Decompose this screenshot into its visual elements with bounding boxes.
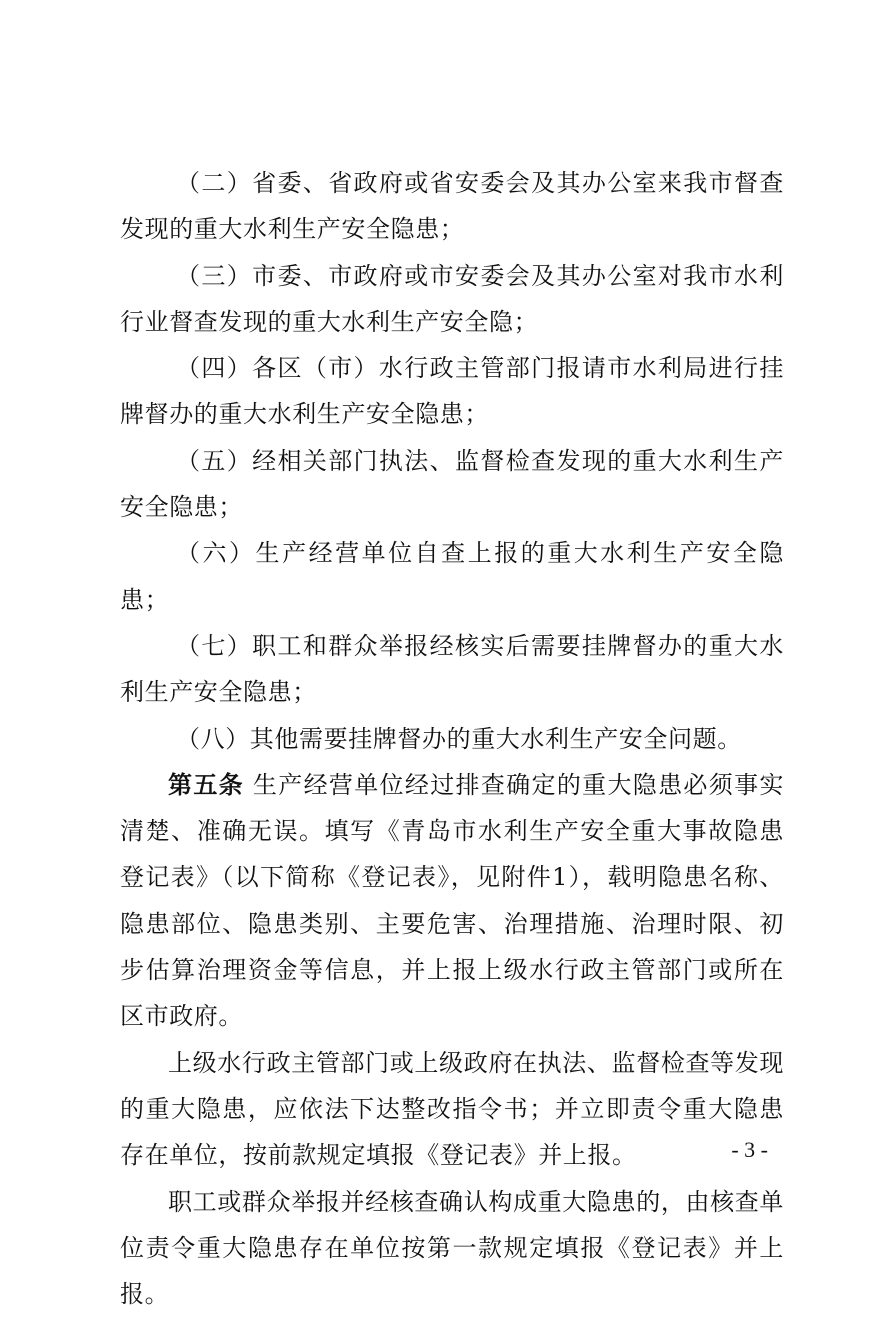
article-heading: 第五条 (168, 770, 244, 799)
list-item-6 (120, 530, 784, 623)
paragraph-text: （五）经相关部门执法、监督检查发现的重大水利生产安全隐患； (120, 446, 784, 522)
paragraph-text: （三）市委、市政府或市安委会及其办公室对我市水利行业督查发现的重大水利生产安全隐； (120, 261, 784, 336)
paragraph-text: （七）职工和群众举报经核实后需要挂牌督办的重大水利生产安全隐患； (120, 631, 784, 707)
list-item-3 (120, 253, 784, 346)
page-number: - 3 - (731, 1137, 768, 1162)
article-5-paragraph-2 (120, 1040, 784, 1179)
article-5-paragraph (120, 762, 784, 1040)
paragraph-text: （二）省委、省政府或省安委会及其办公室来我市督查发现的重大水利生产安全隐患； (120, 169, 784, 244)
list-item-5 (120, 438, 784, 531)
list-item-4 (120, 345, 784, 438)
paragraph-text: 上级水行政主管部门或上级政府在执法、监督检查等发现的重大隐患，应依法下达整改指令书；并立即责令重大隐患存在单位，按前款规定填报《登记表》并上报。 (120, 1048, 784, 1170)
list-item-7 (120, 623, 784, 716)
list-item-8 (120, 716, 784, 762)
article-5-paragraph-3 (120, 1179, 784, 1317)
paragraph-text: 职工或群众举报并经核查确认构成重大隐患的，由核查单位责令重大隐患存在单位按第一款规定填报《登记表》并上报。 (120, 1187, 784, 1309)
list-item-2 (120, 160, 784, 253)
paragraph-text: （六）生产经营单位自查上报的重大水利生产安全隐患； (120, 539, 784, 614)
paragraph-text: 生产经营单位经过排查确定的重大隐患必须事实清楚、准确无误。填写《青岛市水利生产安全重大事故隐患登记表》（以下简称《登记表》，见附件1），载明隐患名称、隐患部位、隐患类别、主要危害、治理措施、治理时限、初步估算治理资金等信息，并上报上级水行政主管部门或所在区市政府。 (120, 770, 785, 1031)
paragraph-text: （四）各区（市）水行政主管部门报请市水利局进行挂牌督办的重大水利生产安全隐患； (120, 354, 784, 429)
paragraph-text: （八）其他需要挂牌督办的重大水利生产安全问题。 (176, 724, 742, 753)
document-body (120, 160, 784, 1317)
